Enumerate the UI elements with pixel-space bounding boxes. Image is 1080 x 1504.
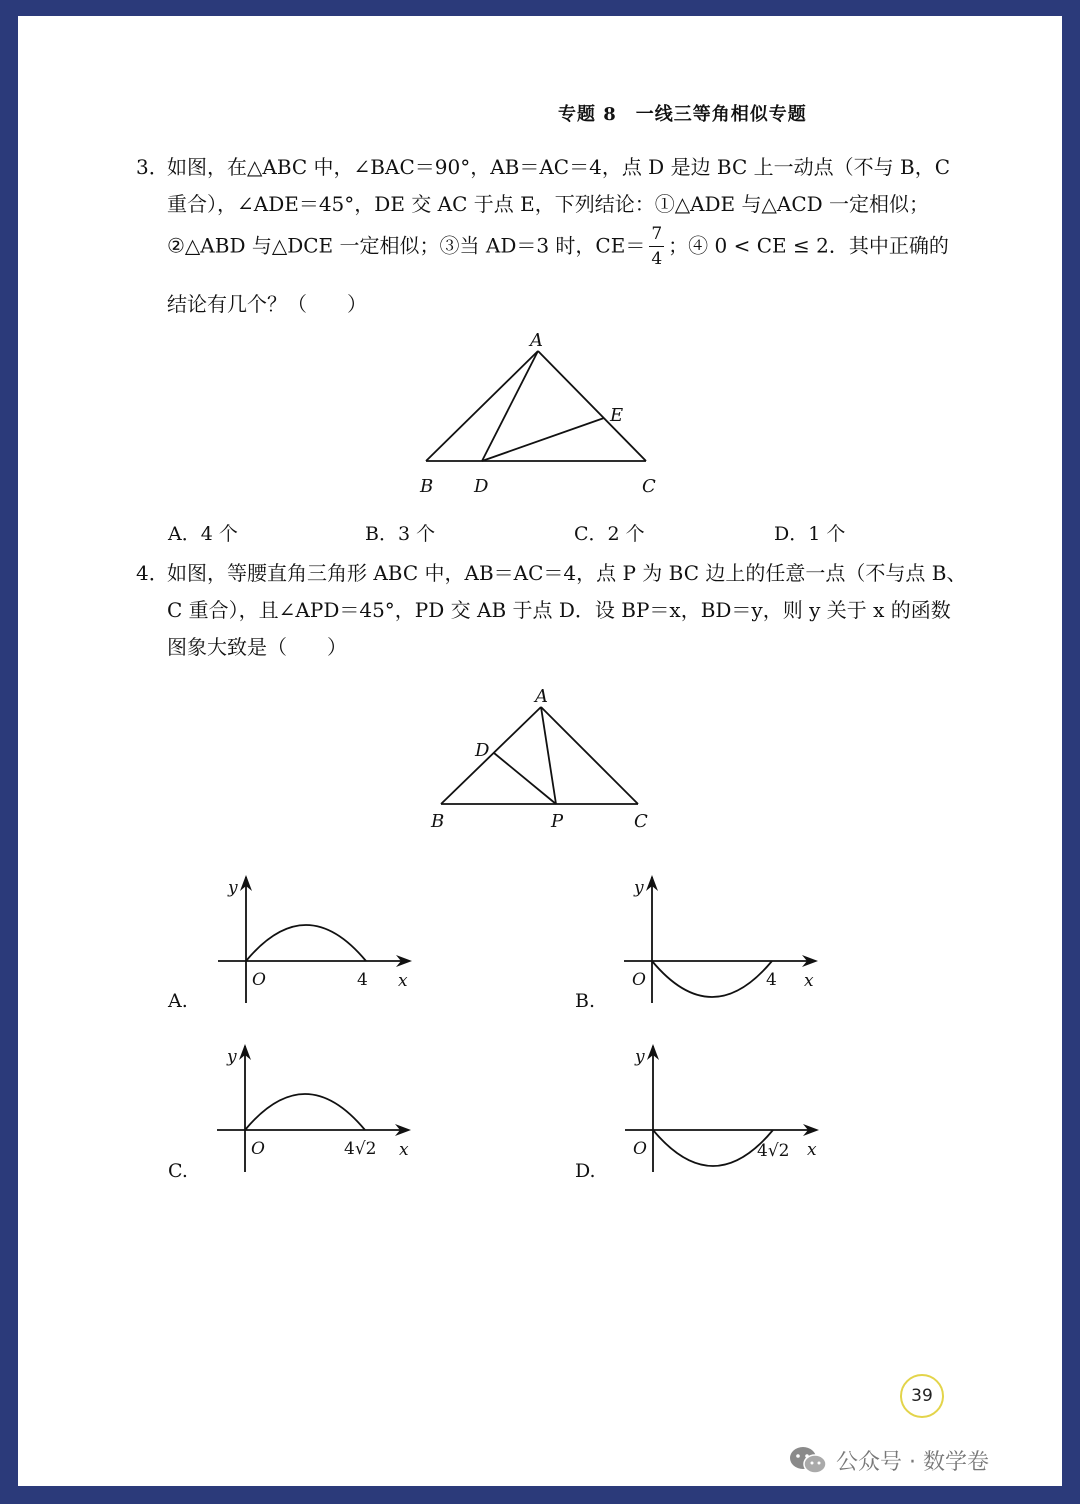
y-label: y: [634, 878, 644, 898]
watermark: [788, 1444, 989, 1476]
q4-segment-ap: [541, 707, 556, 804]
y-label: y: [635, 1047, 645, 1067]
q3-label-b: B: [420, 476, 434, 497]
q4-side-ac: [541, 707, 638, 804]
q3-line3: [167, 226, 949, 268]
q4-graph-d: [615, 1040, 837, 1180]
curve: [653, 1130, 773, 1166]
origin-label: O: [632, 970, 646, 990]
q3-fraction: [649, 226, 664, 268]
q4-graph-c-letter: C.: [168, 1160, 188, 1182]
q4-graph-d-letter: D.: [575, 1160, 596, 1182]
q3-choice-c: C．2 个: [574, 523, 645, 545]
q3-line1: 如图，在△ABC 中，∠BAC＝90°，AB＝AC＝4，点 D 是边 BC 上一动点（不与 B，C: [167, 155, 951, 179]
q3-label-d: D: [474, 476, 489, 497]
q3-line3-post: ；④ 0 < CE ≤ 2．其中正确的: [668, 233, 949, 258]
page: [18, 16, 1062, 1486]
q3-label-a: A: [530, 330, 543, 351]
q3-frac-num: 7: [649, 226, 664, 247]
curve: [246, 925, 366, 961]
y-label: y: [228, 878, 238, 898]
q4-graph-a: [208, 871, 428, 1011]
origin-label: O: [633, 1139, 647, 1159]
q3-choice-d: D．1 个: [774, 523, 846, 545]
end-label: 4: [357, 970, 368, 990]
origin-label: O: [251, 1139, 265, 1159]
q3-number: 3．: [136, 155, 169, 179]
q3-choice-a: A．4 个: [168, 523, 238, 545]
q3-choice-b: B．3 个: [365, 523, 436, 545]
q4-side-ab: [441, 707, 541, 804]
x-label: x: [398, 971, 408, 991]
page-number-badge: 39: [900, 1374, 944, 1418]
q4-triangle-figure: [423, 684, 668, 836]
q4-line3: 图象大致是（ ）: [167, 635, 347, 659]
origin-label: O: [252, 970, 266, 990]
end-label: 4√2: [344, 1139, 377, 1159]
q4-line1: 如图，等腰直角三角形 ABC 中，AB＝AC＝4，点 P 为 BC 边上的任意一点（不与点 B、: [167, 561, 967, 585]
y-label: y: [227, 1047, 237, 1067]
end-label: 4√2: [757, 1141, 790, 1161]
q3-line2: 重合），∠ADE＝45°，DE 交 AC 于点 E，下列结论：①△ADE 与△ACD 一定相似；: [167, 192, 930, 216]
q3-side-ac: [538, 351, 646, 461]
q4-segment-pd: [494, 753, 556, 804]
curve: [652, 961, 772, 997]
q4-graph-c: [207, 1040, 429, 1180]
q4-label-a: A: [535, 686, 548, 707]
q4-number: 4．: [136, 561, 169, 585]
q4-line2: C 重合），且∠APD＝45°，PD 交 AB 于点 D．设 BP＝x，BD＝y，则 y 关于 x 的函数: [167, 598, 951, 622]
x-label: x: [807, 1140, 817, 1160]
q3-label-c: C: [642, 476, 656, 497]
q3-triangle-figure: [410, 326, 680, 506]
q3-side-ab: [426, 351, 538, 461]
q3-label-e: E: [610, 405, 624, 426]
q3-line4: 结论有几个？（ ）: [167, 292, 367, 316]
curve: [245, 1094, 365, 1130]
q4-label-b: B: [431, 811, 445, 832]
q3-line3-pre: ②△ABD 与△DCE 一定相似；③当 AD＝3 时，CE＝: [167, 233, 646, 258]
end-label: 4: [766, 970, 777, 990]
x-label: x: [399, 1140, 409, 1160]
q4-label-c: C: [634, 811, 648, 832]
q4-graph-a-letter: A.: [168, 990, 188, 1012]
wechat-icon: [788, 1444, 828, 1476]
q4-graph-b: [614, 871, 834, 1011]
q4-label-d: D: [475, 740, 490, 761]
page-header: 专题 8 一线三等角相似专题: [558, 104, 807, 125]
q3-frac-den: 4: [651, 249, 663, 269]
watermark-text: 公众号 · 数学卷: [836, 1449, 989, 1475]
q4-label-p: P: [551, 811, 564, 832]
x-label: x: [804, 971, 814, 991]
q4-graph-b-letter: B.: [575, 990, 596, 1012]
